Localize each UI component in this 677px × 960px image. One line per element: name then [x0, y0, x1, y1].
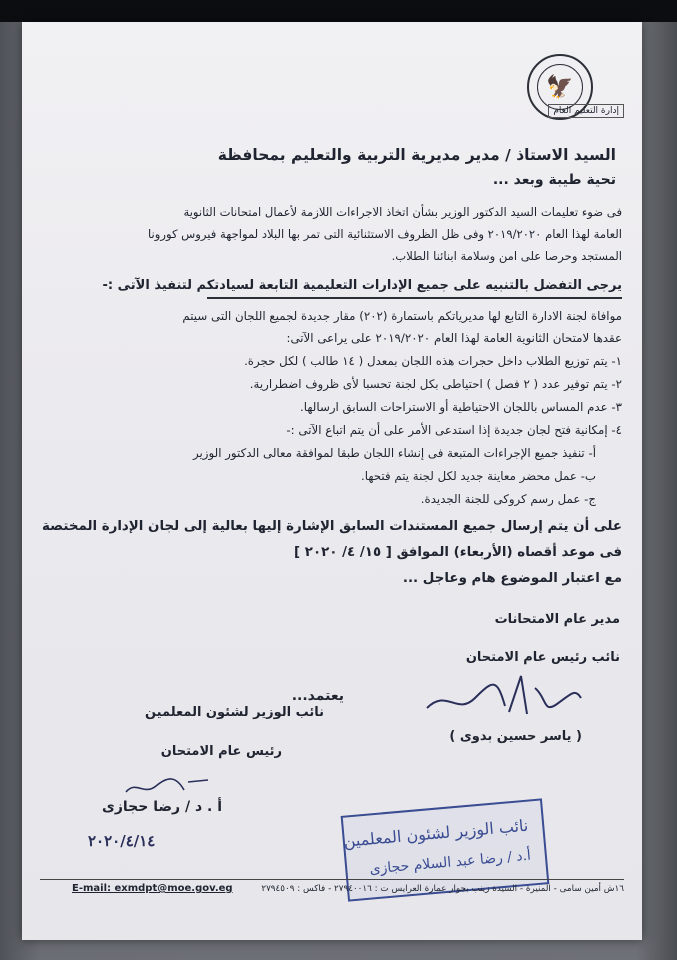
conclusion-line-2: فى موعد أقصاه (الأربعاء) الموافق [ ١٥/ ٤/ ٢٠٢٠ ] — [293, 545, 622, 560]
department-label: إدارة التعليم العام — [548, 104, 624, 118]
approver-title-1: نائب الوزير لشئون المعلمين — [144, 705, 324, 720]
recipient-line: السيد الاستاذ / مدير مديرية التربية والتعليم بمحافظة — [217, 146, 616, 164]
intro-line-3: المستجد وحرصا على امن وسلامة ابنائنا الطلاب. — [391, 249, 622, 263]
eagle-icon: 🦅 — [537, 64, 583, 110]
body-line-1: موافاة لجنة الادارة التابع لها مديرياتكم باستمارة (٢٠٢) مقار جديدة لجميع اللجان التى سيتم — [182, 309, 622, 323]
intro-line-2: العامة لهذا العام ٢٠١٩/٢٠٢٠ وفى ظل الظروف الاستثنائية التى تمر بها البلاد لمواجهة فيروس كورونا — [148, 227, 622, 241]
body-line-2: عقدها لامتحان الثانوية العامة لهذا العام ٢٠١٩/٢٠٢٠ على يراعى الآتى: — [286, 331, 622, 345]
subpoint-a: أ- تنفيذ جميع الإجراءات المتبعة فى إنشاء اللجان طبقا لموافقة معالى الدكتور الوزير — [193, 446, 596, 460]
signer-title-2: نائب رئيس عام الامتحان — [465, 650, 620, 665]
conclusion-line-1: على أن يتم إرسال جميع المستندات السابق الإشارة إليها بعالية إلى لجان الإدارة المختصة — [42, 519, 622, 534]
point-3: ٣- عدم المساس باللجان الاحتياطية أو الاستراحات السابق ارسالها. — [299, 400, 622, 414]
greeting: تحية طيبة وبعد ... — [492, 172, 616, 188]
handwritten-date: ٢٠٢٠/٤/١٤ — [88, 832, 156, 850]
footer-address: ١٦ش أمين سامى - المنيرة - السيدة زينب بجوار عمارة العرايس ت : ٢٧٩٤٠٠١٦ - فاكس : ٢٧٩٤٥٠٩ — [261, 884, 624, 894]
signer-name-right: ( ياسر حسين بدوى ) — [449, 729, 582, 744]
signature-left — [122, 770, 212, 800]
stamp-line-1: نائب الوزير لشئون المعلمين — [342, 815, 529, 851]
approver-title-2: رئيس عام الامتحان — [160, 744, 282, 759]
subpoint-b: ب- عمل محضر معاينة جديد لكل لجنة يتم فتحها. — [361, 469, 596, 483]
window-top-bar — [0, 0, 677, 22]
footer-email: E-mail: exmdpt@moe.gov.eg — [72, 883, 233, 894]
footer-rule — [40, 879, 624, 880]
point-2: ٢- يتم توفير عدد ( ٢ فصل ) احتياطى بكل لجنة تحسبا لأى ظروف اضطرارية. — [249, 377, 622, 391]
request-underline — [207, 297, 622, 299]
intro-line-1: فى ضوء تعليمات السيد الدكتور الوزير بشأن اتخاذ الاجراءات اللازمة لأعمال امتحانات الثانوية — [183, 205, 622, 219]
signature-right — [417, 668, 587, 724]
request-line: يرجى التفضل بالتنبيه على جميع الإدارات التعليمية التابعة لسيادتكم لتنفيذ الآتى :- — [102, 278, 622, 293]
conclusion-line-3: مع اعتبار الموضوع هام وعاجل ... — [402, 571, 622, 586]
stamp-line-2: أ.د / رضا عبد السلام حجازى — [368, 847, 532, 878]
point-1: ١- يتم توزيع الطلاب داخل حجرات هذه اللجان بمعدل ( ١٤ طالب ) لكل حجرة. — [244, 354, 622, 368]
signer-title-1: مدير عام الامتحانات — [494, 612, 620, 627]
approver-name: أ . د / رضا حجازى — [102, 799, 222, 815]
document-page — [22, 22, 642, 940]
approved-label: يعتمد... — [291, 688, 344, 704]
point-4: ٤- إمكانية فتح لجان جديدة إذا استدعى الأمر على أن يتم اتباع الآتى :- — [286, 423, 622, 437]
subpoint-c: ج- عمل رسم كروكى للجنة الجديدة. — [420, 492, 596, 506]
